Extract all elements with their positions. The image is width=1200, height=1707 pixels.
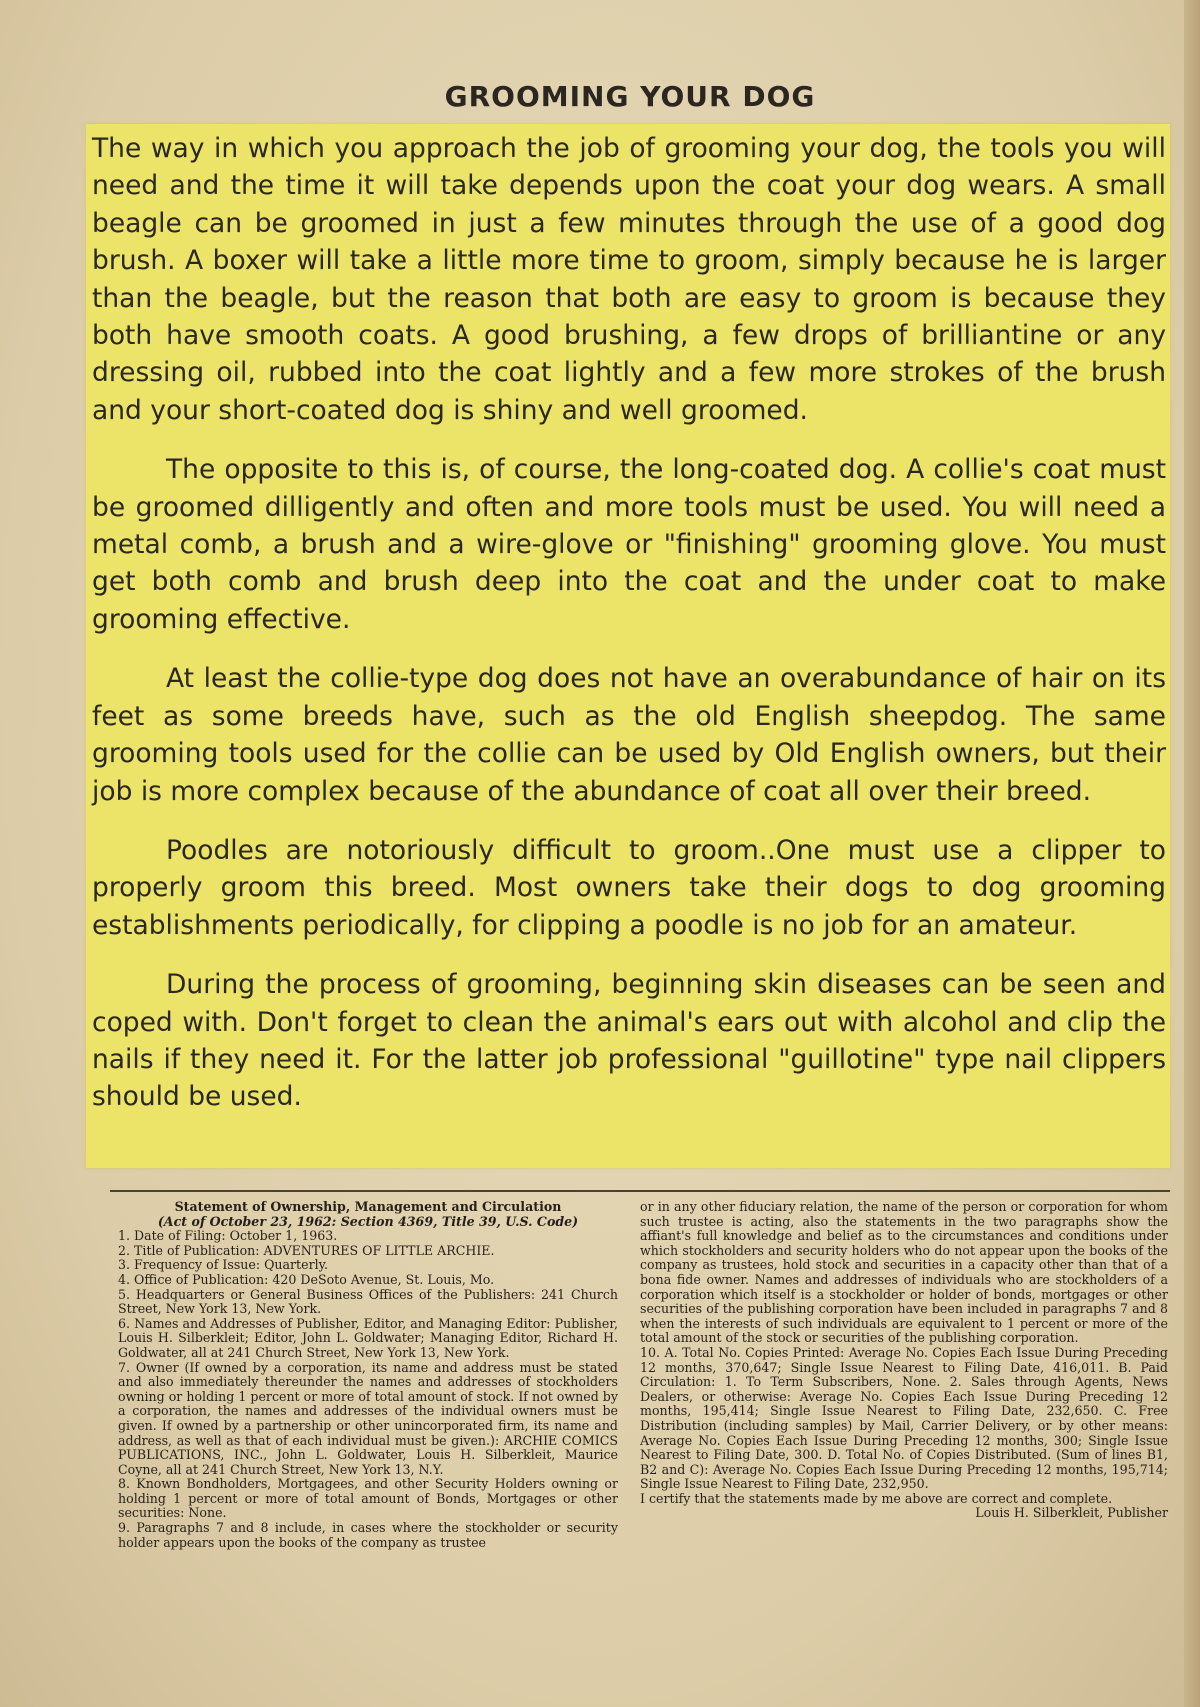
statement-heading: Statement of Ownership, Management and Circulation	[174, 1199, 562, 1214]
article-paragraph: Poodles are notoriously difficult to groom..One must use a clipper to properly groom this breed. Most owners take their dogs to dog grooming establishments periodically, for clipping a poodle is no job for an amateur.	[92, 834, 1166, 941]
article-paragraph: At least the collie-type dog does not have an overabundance of hair on its feet as some breeds have, such as the old English sheepdog. The same grooming tools used for the collie can be used by Old English owners, but their job is more complex because of the abundance of coat all over their breed.	[92, 663, 1166, 807]
article-body	[92, 130, 1166, 1138]
statement-act-reference: (Act of October 23, 1962: Section 4369, Title 39, U.S. Code)	[157, 1213, 579, 1229]
statement-item: 5. Headquarters or General Business Offices of the Publishers: 241 Church Street, New York 13, New York.	[118, 1286, 618, 1317]
article-paragraph: The opposite to this is, of course, the long-coated dog. A collie's coat must be groomed dilligently and often and more tools must be used. You will need a metal comb, a brush and a wire-glove or "finishing" grooming glove. You must get both comb and brush deep into the coat and the under coat to make grooming effective.	[92, 454, 1166, 635]
statement-item: 9. Paragraphs 7 and 8 include, in cases where the stockholder or security holder appears upon the books of the company as trustee	[118, 1520, 618, 1550]
article-paragraph: The way in which you approach the job of grooming your dog, the tools you will need and the time it will take depends upon the coat your dog wears. A small beagle can be groomed in just a few minutes through the use of a good dog brush. A boxer will take a little more time to groom, simply because he is larger than the beagle, but the reason that both are easy to groom is because they both have smooth coats. A good brushing, a few drops of brilliantine or any dressing oil, rubbed into the coat lightly and a few more strokes of the brush and your short-coated dog is shiny and well groomed.	[92, 133, 1166, 426]
statement-signature: Louis H. Silberkleit, Publisher	[975, 1505, 1168, 1521]
statement-item: 10. A. Total No. Copies Printed: Average No. Copies Each Issue During Preceding 12 months, 370,647; Single Issue Nearest to Filing Date, 416,011. B. Paid Circulation: 1. To Term Subscribers, None. 2. Sales through Agents, News Dealers, or otherwise: Average No. Copies Each Issue During Preceding 12 months, 195,414; Single Issue Nearest to Filing Date, 232,650. C. Free Distribution (including samples) by Mail, Carrier Delivery, or by other means: Average No. Copies Each Issue During Preceding 12 months, 300; Single Issue Nearest to Filing Date, 300. D. Total No. of Copies Distributed. (Sum of lines B1, B2 and C): Average No. Copies Each Issue During Preceding 12 months, 195,714; Single Issue Nearest to Filing Date, 232,950.	[640, 1344, 1168, 1492]
statement-item: 6. Names and Addresses of Publisher, Editor, and Managing Editor: Publisher, Louis H. Silberkleit; Editor, John L. Goldwater; Managing Editor, Richard H. Goldwater, all at 241 Church Street, New York 13, New York.	[118, 1315, 618, 1360]
statement-item: 1. Date of Filing: October 1, 1963.	[118, 1228, 338, 1244]
statement-item: 8. Known Bondholders, Mortgagees, and other Security Holders owning or holding 1 percent or more of total amount of Bonds, Mortgages or other securities: None.	[118, 1476, 618, 1521]
statement-item: I certify that the statements made by me above are correct and complete.	[640, 1490, 1113, 1506]
statement-item: or in any other fiduciary relation, the name of the person or corporation for whom such trustee is acting, also the statements in the two paragraphs show the affiant's full knowledge and belief as to the circumstances and conditions under which stockholders and security holders who do not appear upon the books of the company as trustees, hold stock and securities in a capacity other than that of a bona fide owner. Names and addresses of individuals who are stockholders of a corporation which itself is a stockholder or holder of bonds, mortgages or other securities of the publishing corporation have been included in paragraphs 7 and 8 when the interests of such individuals are equivalent to 1 percent or more of the total amount of the stock or securities of the publishing corporation.	[640, 1199, 1168, 1346]
article-paragraph: During the process of grooming, beginning skin diseases can be seen and coped with. Don't forget to clean the animal's ears out with alcohol and clip the nails if they need it. For the latter job professional "guillotine" type nail clippers should be used.	[92, 969, 1166, 1113]
section-divider	[110, 1190, 1170, 1192]
statement-item: 4. Office of Publication: 420 DeSoto Avenue, St. Louis, Mo.	[118, 1271, 495, 1287]
ownership-statement-left-column	[118, 1200, 618, 1550]
ownership-statement-right-column	[640, 1200, 1168, 1521]
statement-item: 2. Title of Publication: ADVENTURES OF LITTLE ARCHIE.	[118, 1242, 495, 1258]
statement-item: 7. Owner (If owned by a corporation, its name and address must be stated and also immediately thereunder the names and addresses of stockholders owning or holding 1 percent or more of total amount of stock. If not owned by a corporation, the names and addresses of the individual owners must be given. If owned by a partnership or other unincorporated firm, its name and address, as well as that of each individual must be given.): ARCHIE COMICS PUBLICATIONS, INC., John L. Goldwater, Louis H. Silberkleit, Maurice Coyne, all at 241 Church Street, New York 13, N.Y.	[118, 1359, 618, 1477]
statement-item: 3. Frequency of Issue: Quarterly.	[118, 1257, 329, 1273]
page-edge	[1184, 0, 1200, 1707]
article-title: GROOMING YOUR DOG	[444, 80, 816, 113]
